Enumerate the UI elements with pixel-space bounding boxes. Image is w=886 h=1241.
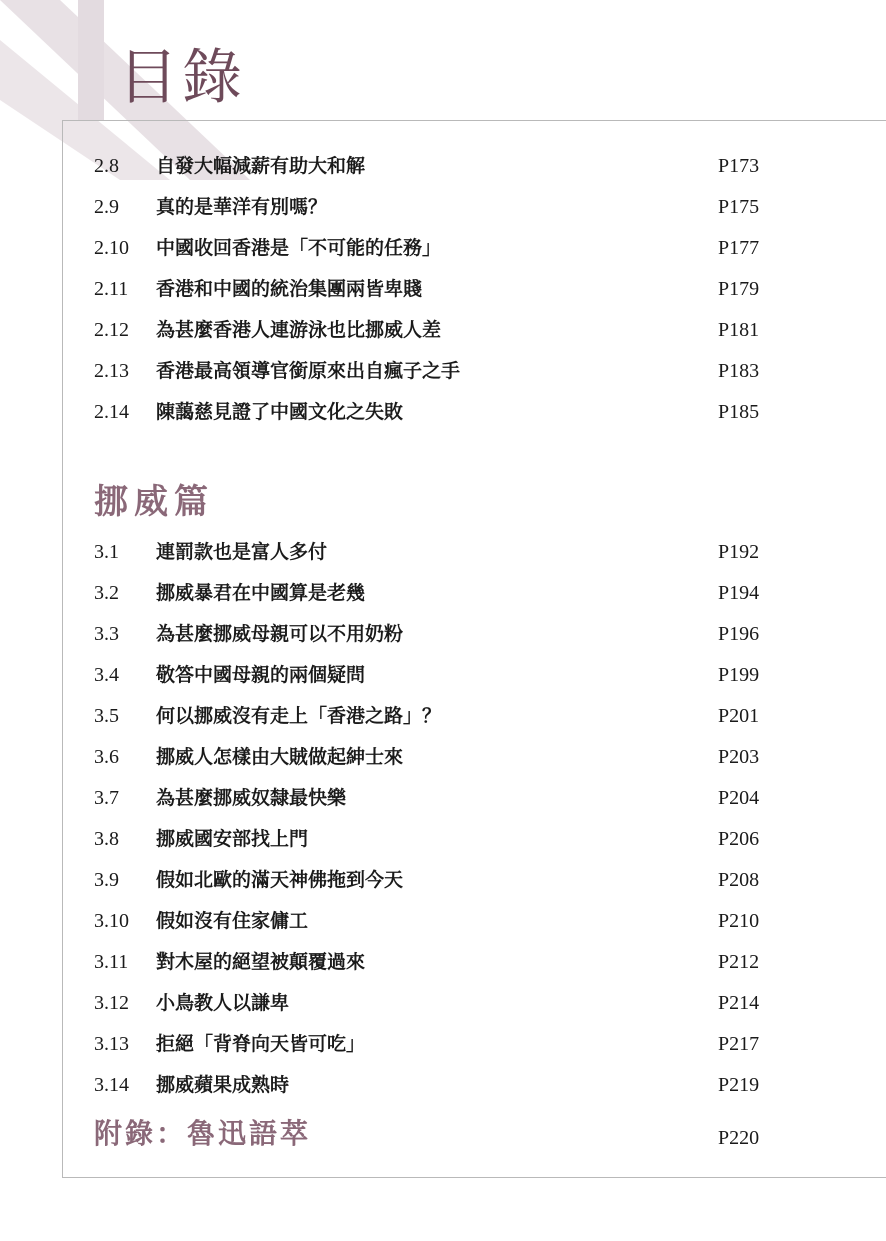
entry-page: P212 (718, 951, 760, 973)
entry-page: P194 (718, 582, 760, 604)
entry-title: 真的是華洋有別嗎？ (156, 196, 328, 218)
entry-page: P214 (718, 992, 760, 1014)
entry-page: P175 (718, 196, 760, 218)
entry-page: P173 (718, 155, 760, 177)
entry-number: 3.3 (94, 623, 119, 645)
entry-page: P199 (718, 664, 760, 686)
entry-title: 香港和中國的統治集團兩皆卑賤 (156, 278, 423, 300)
entry-title: 拒絕「背脊向天皆可吃」 (156, 1033, 366, 1055)
entry-page: P208 (718, 869, 760, 891)
entry-number: 2.8 (94, 155, 119, 177)
toc-entry[interactable] (94, 942, 794, 983)
entry-title: 連罰款也是富人多付 (156, 541, 328, 563)
toc-list-part2 (94, 146, 794, 433)
entry-number: 2.13 (94, 360, 129, 382)
entry-title: 陳藹慈見證了中國文化之失敗 (156, 401, 404, 423)
entry-page: P204 (718, 787, 760, 809)
entry-title: 挪威國安部找上門 (156, 828, 309, 850)
entry-number: 3.12 (94, 992, 129, 1014)
entry-page: P217 (718, 1033, 760, 1055)
toc-entry[interactable] (94, 737, 794, 778)
entry-page: P179 (718, 278, 760, 300)
page-title: 目錄 (118, 43, 246, 113)
toc-list-part3 (94, 532, 794, 1106)
entry-number: 3.2 (94, 582, 119, 604)
toc-entry[interactable] (94, 696, 794, 737)
entry-number: 2.14 (94, 401, 129, 423)
entry-number: 2.12 (94, 319, 129, 341)
entry-page: P177 (718, 237, 760, 259)
entry-title: 假如北歐的滿天神佛拖到今天 (156, 869, 404, 891)
entry-title: 挪威蘋果成熟時 (156, 1074, 290, 1096)
toc-entry[interactable] (94, 228, 794, 269)
toc-entry[interactable] (94, 392, 794, 433)
toc-entry[interactable] (94, 983, 794, 1024)
entry-page: P203 (718, 746, 760, 768)
entry-title: 自發大幅減薪有助大和解 (156, 155, 366, 177)
entry-number: 3.13 (94, 1033, 129, 1055)
entry-page: P196 (718, 623, 760, 645)
toc-entry[interactable] (94, 1024, 794, 1065)
entry-page: P219 (718, 1074, 760, 1096)
entry-page: P192 (718, 541, 760, 563)
entry-number: 3.7 (94, 787, 119, 809)
toc-entry[interactable] (94, 655, 794, 696)
entry-title: 香港最高領導官銜原來出自瘋子之手 (156, 360, 461, 382)
entry-number: 3.11 (94, 951, 129, 973)
toc-entry[interactable] (94, 860, 794, 901)
entry-number: 3.1 (94, 541, 119, 563)
entry-title: 挪威人怎樣由大賊做起紳士來 (156, 746, 404, 768)
entry-title: 挪威暴君在中國算是老幾 (156, 582, 366, 604)
entry-number: 2.10 (94, 237, 129, 259)
entry-title: 何以挪威沒有走上「香港之路」？ (156, 705, 442, 727)
entry-page: P181 (718, 319, 760, 341)
toc-entry[interactable] (94, 573, 794, 614)
entry-page: P210 (718, 910, 760, 932)
entry-number: 3.10 (94, 910, 129, 932)
entry-page: P201 (718, 705, 760, 727)
toc-entry[interactable] (94, 901, 794, 942)
entry-title: 小鳥教人以謙卑 (156, 992, 290, 1014)
entry-number: 3.4 (94, 664, 119, 686)
toc-entry[interactable] (94, 310, 794, 351)
toc-entry[interactable] (94, 532, 794, 573)
entry-title: 為甚麼挪威奴隸最快樂 (156, 787, 347, 809)
entry-number: 3.8 (94, 828, 119, 850)
toc-entry[interactable] (94, 819, 794, 860)
toc-entry[interactable] (94, 269, 794, 310)
toc-appendix-entry[interactable] (94, 1112, 794, 1156)
entry-number: 3.14 (94, 1074, 129, 1096)
entry-number: 2.11 (94, 278, 129, 300)
entry-title: 為甚麼挪威母親可以不用奶粉 (156, 623, 404, 645)
toc-entry[interactable] (94, 1065, 794, 1106)
entry-page: P206 (718, 828, 760, 850)
entry-page: P183 (718, 360, 760, 382)
toc-entry[interactable] (94, 146, 794, 187)
entry-number: 3.9 (94, 869, 119, 891)
toc-entry[interactable] (94, 778, 794, 819)
entry-number: 3.5 (94, 705, 119, 727)
entry-title: 中國收回香港是「不可能的任務」 (156, 237, 442, 259)
entry-title: 對木屋的絕望被顛覆過來 (156, 951, 366, 973)
toc-entry[interactable] (94, 351, 794, 392)
appendix-label: 附錄：魯迅語萃 (94, 1117, 312, 1150)
entry-title: 假如沒有住家傭工 (156, 910, 309, 932)
appendix-page: P220 (718, 1127, 760, 1149)
entry-number: 3.6 (94, 746, 119, 768)
entry-title: 為甚麼香港人連游泳也比挪威人差 (156, 319, 442, 341)
entry-page: P185 (718, 401, 760, 423)
section-heading-norway: 挪威篇 (94, 482, 214, 522)
entry-number: 2.9 (94, 196, 119, 218)
toc-entry[interactable] (94, 187, 794, 228)
entry-title: 敬答中國母親的兩個疑問 (156, 664, 366, 686)
toc-entry[interactable] (94, 614, 794, 655)
